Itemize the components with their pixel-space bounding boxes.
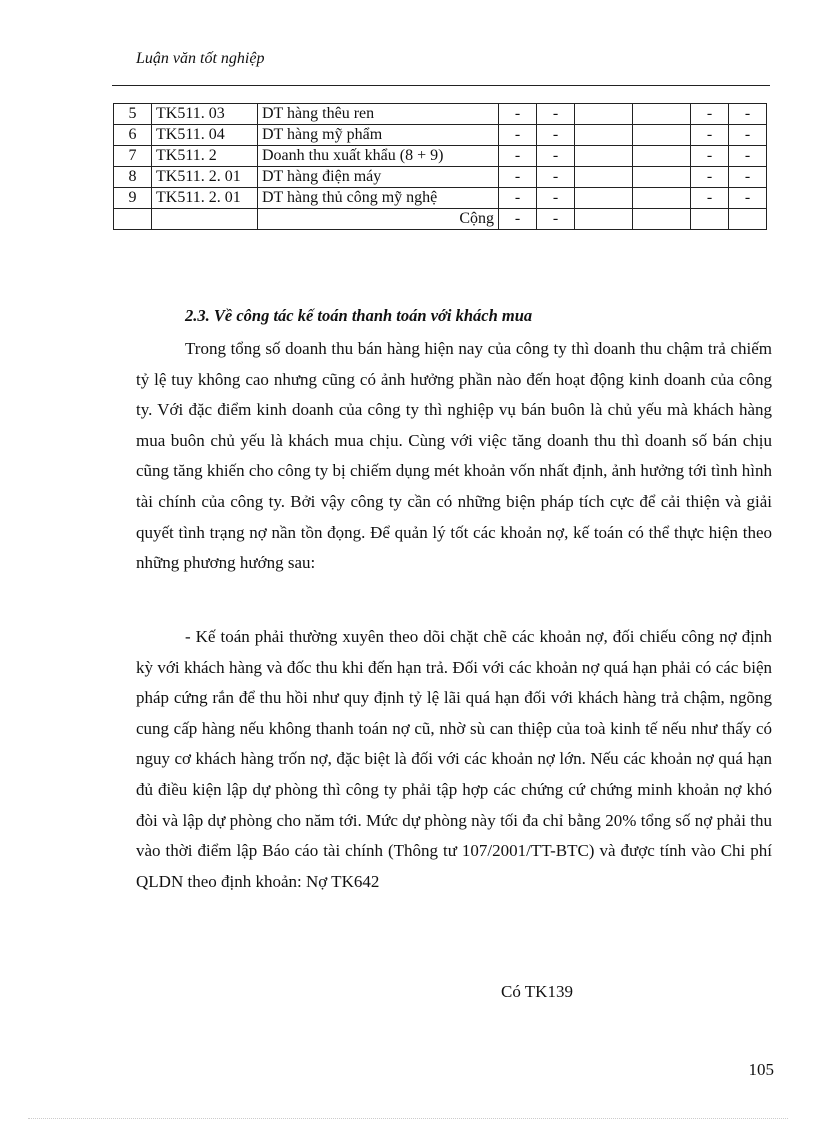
account-name: Doanh thu xuất khẩu (8 + 9) [258,146,499,167]
account-code: TK511. 2. 01 [152,167,258,188]
value-cell [575,104,633,125]
value-cell: - [691,188,729,209]
value-cell: - [691,167,729,188]
header-divider [112,85,770,86]
value-cell: - [691,125,729,146]
page-header: Luận văn tốt nghiệp [136,50,265,67]
table-row [114,104,767,125]
empty-cell [114,209,152,230]
paragraph-2 [136,622,772,897]
account-name: DT hàng thêu ren [258,104,499,125]
row-number: 9 [114,188,152,209]
value-cell: - [729,104,767,125]
credit-entry-line: Có TK139 [501,982,573,1001]
account-code: TK511. 2. 01 [152,188,258,209]
row-number: 7 [114,146,152,167]
empty-cell [152,209,258,230]
value-cell: - [537,188,575,209]
total-row [114,209,767,230]
account-name: DT hàng điện máy [258,167,499,188]
account-name: DT hàng thủ công mỹ nghệ [258,188,499,209]
value-cell: - [691,104,729,125]
value-cell: - [729,188,767,209]
value-cell: - [729,167,767,188]
value-cell: - [729,125,767,146]
footer-divider [28,1118,788,1119]
value-cell: - [499,167,537,188]
page-number: 105 [748,1060,774,1079]
row-number: 8 [114,167,152,188]
table-row [114,188,767,209]
paragraph-1-text: Trong tổng số doanh thu bán hàng hiện nay của công ty thì doanh thu chậm trả chiếm tỷ lệ tuy không cao nhưng cũng có ảnh hưởng phần nào đến hoạt động kinh doanh của công ty. Với đặc điểm kinh doanh của công ty thì nghiệp vụ bán buôn là chủ yếu mà khách hàng mua buôn chủ yếu là khách mua chịu. Cùng với việc tăng doanh thu thì doanh số bán chịu cũng tăng khiến cho công ty bị chiếm dụng mét khoản vốn nhất định, ảnh hưởng tới tình hình tài chính của công ty. Bởi vậy công ty cần có những biện pháp tích cực để cải thiện và giải quyết tình trạng nợ nần tồn đọng. Để quản lý tốt các khoản nợ, kế toán có thể thực hiện theo những phương hướng sau: [136,339,772,573]
account-code: TK511. 04 [152,125,258,146]
total-value-cell [633,209,691,230]
account-name: DT hàng mỹ phẩm [258,125,499,146]
paragraph-2-text: - Kế toán phải thường xuyên theo dõi chặt chẽ các khoản nợ, đối chiếu công nợ định kỳ với khách hàng và đốc thu khi đến hạn trả. Đối với các khoản nợ quá hạn phải có các biện pháp cứng rắn để thu hồi như quy định tỷ lệ lãi quá hạn đối với khách hàng trả chậm, ngõng cung cấp hàng nếu không thanh toán nợ cũ, nhờ sù can thiệp của toà kinh tế nếu như thấy có nguy cơ khách hàng trốn nợ, đặc biệt là đối với các khoản nợ lớn. Nếu các khoản nợ quá hạn đủ điều kiện lập dự phòng thì công ty phải tập hợp các chứng cứ chứng minh khoản nợ khó đòi và lập dự phòng cho năm tới. Mức dự phòng này tối đa chỉ bằng 20% tổng số nợ phải thu vào thời điểm lập Báo cáo tài chính (Thông tư 107/2001/TT-BTC) và được tính vào Chi phí QLDN theo định khoản: Nợ TK642 [136,627,772,891]
value-cell [633,188,691,209]
table-row [114,146,767,167]
total-value-cell [575,209,633,230]
section-heading: 2.3. Về công tác kế toán thanh toán với khách mua [185,306,533,325]
value-cell: - [729,146,767,167]
value-cell [633,167,691,188]
value-cell: - [537,125,575,146]
value-cell: - [499,188,537,209]
value-cell: - [691,146,729,167]
value-cell: - [537,167,575,188]
table-row [114,167,767,188]
value-cell: - [537,104,575,125]
value-cell [633,125,691,146]
value-cell [575,146,633,167]
total-value-cell [729,209,767,230]
value-cell: - [537,146,575,167]
value-cell [575,188,633,209]
value-cell [575,167,633,188]
paragraph-1 [136,334,772,579]
row-number: 5 [114,104,152,125]
value-cell: - [499,146,537,167]
revenue-accounts-table [113,103,767,230]
account-code: TK511. 2 [152,146,258,167]
total-value-cell: - [537,209,575,230]
value-cell [633,146,691,167]
account-code: TK511. 03 [152,104,258,125]
value-cell: - [499,104,537,125]
total-value-cell: - [499,209,537,230]
table-row [114,125,767,146]
total-value-cell [691,209,729,230]
value-cell [575,125,633,146]
total-label: Cộng [258,209,499,230]
table-body [114,104,767,230]
value-cell [633,104,691,125]
value-cell: - [499,125,537,146]
row-number: 6 [114,125,152,146]
